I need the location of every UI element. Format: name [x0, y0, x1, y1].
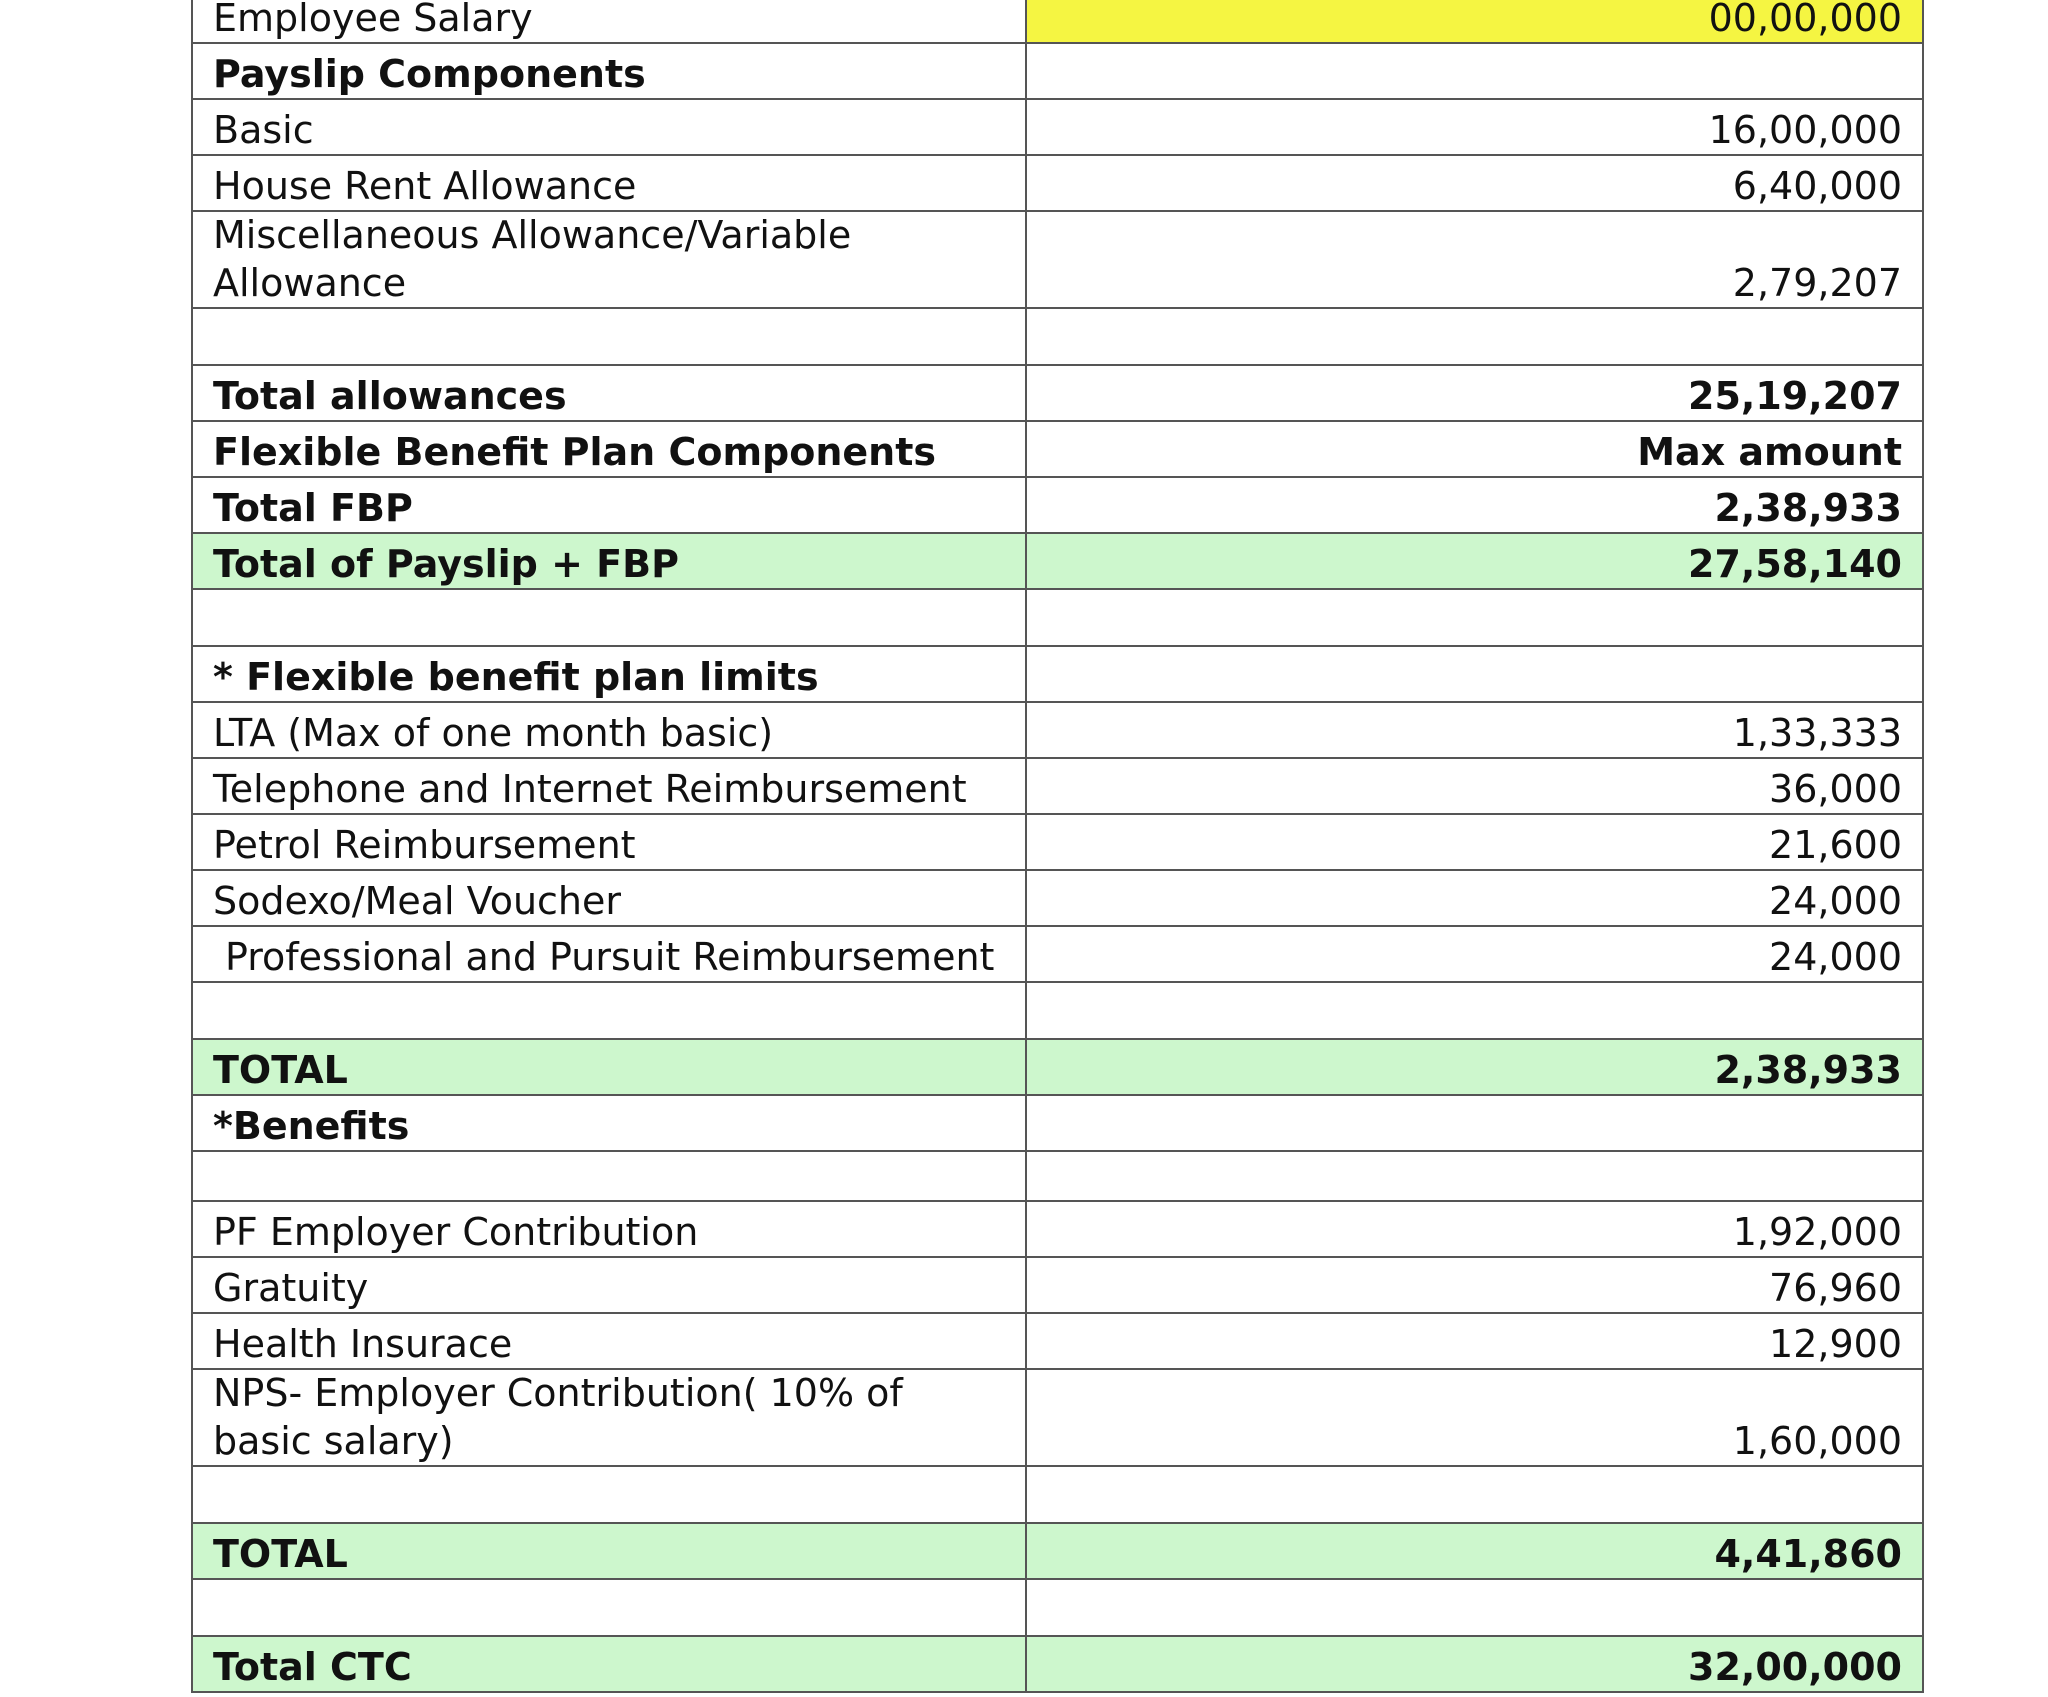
row-value: 76,960	[1026, 1257, 1923, 1313]
table-row	[192, 1313, 1923, 1369]
table-row	[192, 211, 1923, 308]
row-value: 36,000	[1026, 758, 1923, 814]
row-value: Max amount	[1026, 421, 1923, 477]
table-row	[192, 1151, 1923, 1201]
row-value: 6,40,000	[1026, 155, 1923, 211]
row-value: 24,000	[1026, 926, 1923, 982]
row-label	[192, 589, 1026, 646]
table-row	[192, 926, 1923, 982]
row-label: Miscellaneous Allowance/Variable Allowance	[192, 211, 1026, 308]
row-label: NPS- Employer Contribution( 10% of basic salary)	[192, 1369, 1026, 1466]
table-row	[192, 702, 1923, 758]
table-row	[192, 870, 1923, 926]
row-label: Total CTC	[192, 1636, 1026, 1692]
row-value: 2,38,933	[1026, 1039, 1923, 1095]
row-label	[192, 1466, 1026, 1523]
row-value: 16,00,000	[1026, 99, 1923, 155]
row-label: TOTAL	[192, 1039, 1026, 1095]
row-value	[1026, 308, 1923, 365]
row-value	[1026, 646, 1923, 702]
row-label	[192, 1151, 1026, 1201]
row-value: 2,79,207	[1026, 211, 1923, 308]
table-row	[192, 1579, 1923, 1636]
row-value: 1,60,000	[1026, 1369, 1923, 1466]
row-label	[192, 982, 1026, 1039]
row-value: 25,19,207	[1026, 365, 1923, 421]
table-row	[192, 646, 1923, 702]
row-label	[192, 1579, 1026, 1636]
table-row	[192, 758, 1923, 814]
row-value	[1026, 982, 1923, 1039]
row-label: *Benefits	[192, 1095, 1026, 1151]
table-row	[192, 1369, 1923, 1466]
table-row	[192, 0, 1923, 43]
row-label: Employee Salary	[192, 0, 1026, 43]
row-value: 24,000	[1026, 870, 1923, 926]
row-label: PF Employer Contribution	[192, 1201, 1026, 1257]
row-label: Payslip Components	[192, 43, 1026, 99]
table-row	[192, 1636, 1923, 1692]
row-label: Health Insurace	[192, 1313, 1026, 1369]
table-row	[192, 421, 1923, 477]
row-label	[192, 308, 1026, 365]
row-label: Total allowances	[192, 365, 1026, 421]
row-value	[1026, 1466, 1923, 1523]
row-label: Petrol Reimbursement	[192, 814, 1026, 870]
row-value	[1026, 1151, 1923, 1201]
row-value	[1026, 1579, 1923, 1636]
row-label: Telephone and Internet Reimbursement	[192, 758, 1026, 814]
table-row	[192, 1201, 1923, 1257]
row-label: Sodexo/Meal Voucher	[192, 870, 1026, 926]
row-label: * Flexible benefit plan limits	[192, 646, 1026, 702]
table-row	[192, 1466, 1923, 1523]
table-row	[192, 1257, 1923, 1313]
table-row	[192, 533, 1923, 589]
table-row	[192, 477, 1923, 533]
table-row	[192, 1095, 1923, 1151]
row-label: Basic	[192, 99, 1026, 155]
table-row	[192, 1039, 1923, 1095]
table-row	[192, 814, 1923, 870]
table-row	[192, 589, 1923, 646]
row-value: 12,900	[1026, 1313, 1923, 1369]
row-value: 27,58,140	[1026, 533, 1923, 589]
row-label: Total of Payslip + FBP	[192, 533, 1026, 589]
row-label: TOTAL	[192, 1523, 1026, 1579]
table-row	[192, 365, 1923, 421]
row-value	[1026, 43, 1923, 99]
row-label: House Rent Allowance	[192, 155, 1026, 211]
table-row	[192, 155, 1923, 211]
table-row	[192, 982, 1923, 1039]
row-value: 4,41,860	[1026, 1523, 1923, 1579]
row-value: 32,00,000	[1026, 1636, 1923, 1692]
row-label: Total FBP	[192, 477, 1026, 533]
row-label: Flexible Benefit Plan Components	[192, 421, 1026, 477]
row-value	[1026, 589, 1923, 646]
table-row	[192, 99, 1923, 155]
table-row	[192, 1523, 1923, 1579]
table-row	[192, 43, 1923, 99]
row-value	[1026, 1095, 1923, 1151]
row-value: 00,00,000	[1026, 0, 1923, 43]
row-value: 21,600	[1026, 814, 1923, 870]
row-label: Gratuity	[192, 1257, 1026, 1313]
row-label: LTA (Max of one month basic)	[192, 702, 1026, 758]
row-label: Professional and Pursuit Reimbursement	[192, 926, 1026, 982]
table-row	[192, 308, 1923, 365]
row-value: 1,33,333	[1026, 702, 1923, 758]
row-value: 2,38,933	[1026, 477, 1923, 533]
ctc-breakdown-table	[191, 0, 1924, 1693]
row-value: 1,92,000	[1026, 1201, 1923, 1257]
